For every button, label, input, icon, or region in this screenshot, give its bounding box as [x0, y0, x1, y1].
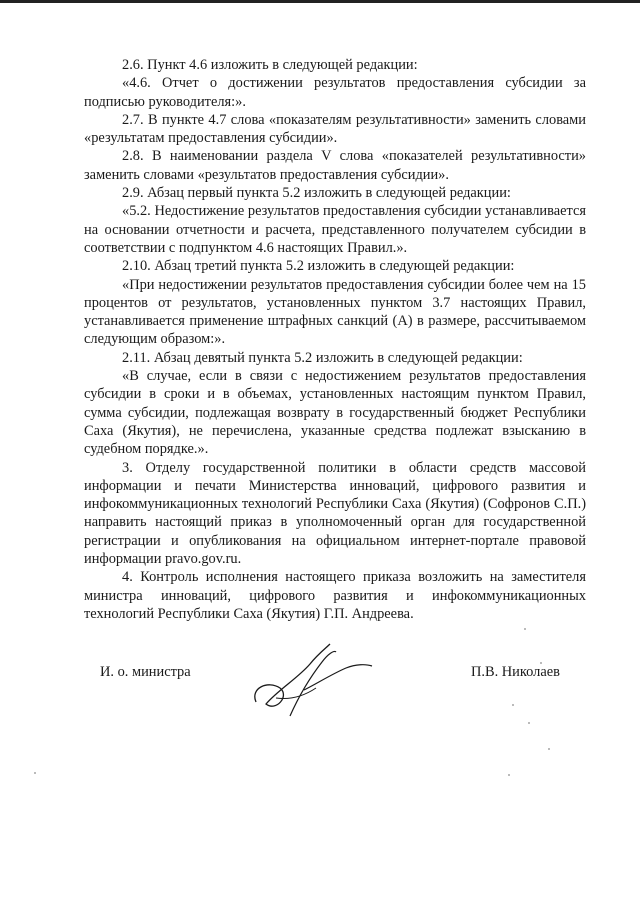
paragraph-2-10: 2.10. Абзац третий пункта 5.2 изложить в следующей редакции:	[122, 258, 515, 275]
paragraph-2-8: 2.8. В наименовании раздела V слова «показателей результативности» заменить словами «результатов предоставления субсидии».	[84, 148, 586, 183]
scan-speck	[34, 772, 36, 774]
paragraph-2-11: 2.11. Абзац девятый пункта 5.2 изложить в следующей редакции:	[122, 349, 523, 366]
paragraph-2-9: 2.9. Абзац первый пункта 5.2 изложить в следующей редакции:	[122, 185, 511, 202]
paragraph-2-6: 2.6. Пункт 4.6 изложить в следующей редакции:	[122, 57, 418, 73]
signatory-name: П.В. Николаев	[471, 664, 560, 680]
scan-speck	[540, 662, 542, 664]
scan-speck	[528, 722, 530, 724]
paragraph-3: 3. Отделу государственной политики в области средств массовой информации и печати Министерства инноваций, цифрового развития и инфокоммуникационных технологий Республики Саха (Якутия) (Софронов С.П.) направить настоящий приказ в уполномоченный орган для государственной регистрации и опубликования на официальном интернет-портале правовой информации pravo.gov.ru.	[84, 459, 586, 568]
paragraph-penalty-text: «При недостижении результатов предоставления субсидии более чем на 15 процентов от результатов, установленных пунктом 3.7 настоящих Правил, устанавливается применение штрафных санкций (А) в размере, рассчитываемом следующим образом:».	[84, 276, 586, 348]
scan-speck	[548, 748, 550, 750]
signatory-title: И. о. министра	[100, 664, 191, 680]
paragraph-refund-text: «В случае, если в связи с недостижением результатов предоставления субсидии в сроки и в объемах, установленных настоящим пунктом Правил, сумма субсидии, подлежащая возврату в государственный бюджет Республики Саха (Якутия), не перечислена, указанные средства подлежат взысканию в судебном порядке.».	[84, 368, 586, 458]
handwritten-signature	[246, 640, 376, 720]
paragraph-4-6-text: «4.6. Отчет о достижении результатов предоставления субсидии за подписью руководителя:».	[84, 75, 586, 110]
document-body	[84, 56, 586, 623]
top-border-line	[0, 0, 640, 3]
paragraph-2-7: 2.7. В пункте 4.7 слова «показателям результативности» заменить словами «результатам предоставления субсидии».	[84, 111, 586, 147]
paragraph-5-2-text: «5.2. Недостижение результатов предоставления субсидии устанавливается на основании отчетности и расчета, представленного получателем субсидии в соответствии с подпунктом 4.6 настоящих Правил.».	[84, 203, 586, 256]
paragraph-4: 4. Контроль исполнения настоящего приказа возложить на заместителя министра инноваций, цифрового развития и инфокоммуникационных технологий Республики Саха (Якутия) Г.П. Андреева.	[84, 569, 586, 622]
scan-speck	[508, 774, 510, 776]
scan-speck	[524, 628, 526, 630]
scan-speck	[512, 704, 514, 706]
signature-block	[0, 640, 640, 730]
